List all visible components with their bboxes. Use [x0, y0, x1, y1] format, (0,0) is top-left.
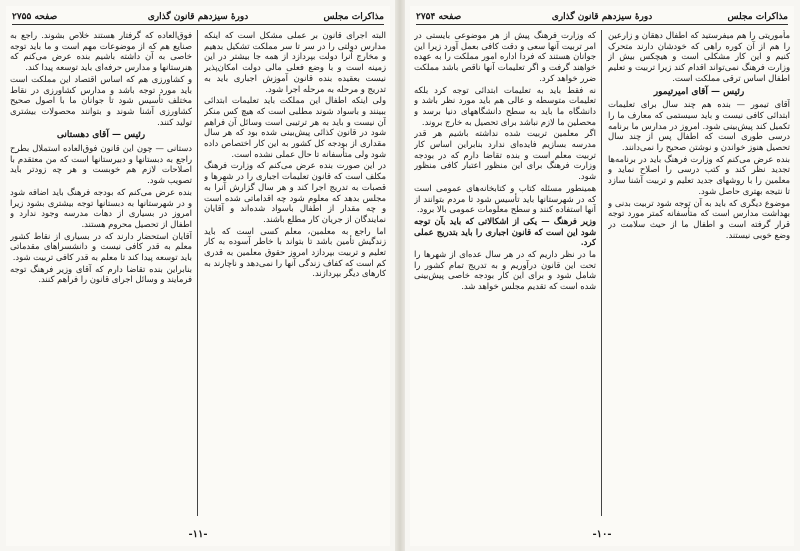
page-header: [12, 10, 384, 25]
binding-gutter: [395, 0, 405, 551]
page-header: [416, 10, 788, 25]
paragraph: اگر معلمین تربیت شده نداشته باشیم هر قدر مدرسه بسازیم فایده‌ای ندارد بنابراین اساس کار تربیت معلم است و بنده تقاضا دارم که در بودجه وزارت فرهنگ برای این منظور اعتبار کافی منظور شود.: [414, 128, 596, 182]
subheading-paragraph: وزیر فرهنگ — یکی از اشکالاتی که باید بآن توجه شود این است که قانون اجباری را باید بتدریج عملی کرد.: [414, 215, 596, 248]
header-session: دورهٔ سیزدهم قانون گذاری: [147, 12, 249, 22]
paragraph: فوق‌العاده که گرفتار هستند خلاص بشوند. راجع به صنایع هم که از موضوعات مهم است و ما باید توجه خاصی به آن داشته باشیم بنده عرض می‌کنم که هنرستانها و مدارس حرفه‌ای باید توسعه پیدا کند.: [10, 30, 192, 73]
column-left: [414, 30, 596, 516]
column-left: [10, 30, 192, 516]
page-right: [410, 6, 794, 546]
paragraph: دستانی — چون این قانون فوق‌العاده استملال بطرح راجع به دبستانها و دبیرستانها است که من معتقدم با اصلاحات لازم هم خوبست و هر چه زودتر باید تصویب شود.: [10, 143, 192, 186]
header-page-label: صفحه ۲۷۵۵: [12, 12, 58, 22]
paragraph: البته اجرای قانون بر عملی مشکل است که اینکه مدارس دولتی را در سر تا سر مملکت تشکیل بدهیم و مخارج آنرا دولت بپردازد از همه جا بیشتر در این زمینه است و با وضع فعلی مالی دولت امکان‌پذیر نیست بعقیده بنده قانون آموزش اجباری باید به تدریج و مرحله به مرحله اجرا شود.: [204, 30, 386, 94]
column-right: [608, 30, 790, 516]
page-left: [6, 6, 390, 546]
speaker-heading: رئیس — آقای امیرتیمور: [653, 86, 745, 97]
header-journal: مذاکرات مجلس: [323, 12, 384, 22]
header-journal: مذاکرات مجلس: [727, 12, 788, 22]
page-number: -۱۰-: [592, 529, 612, 540]
column-divider: [197, 30, 198, 516]
paragraph: آقایان استحضار دارند که در بسیاری از نقاط کشور معلم به قدر کافی نیست و دانشسراهای مقدماتی باید توسعه پیدا کند تا معلم به قدر کافی تربیت شود.: [10, 230, 192, 263]
speaker-heading: رئیس — آقای دهستانی: [56, 130, 146, 141]
paragraph: موضوع دیگری که باید به آن توجه شود تربیت بدنی و بهداشت مدارس است که متأسفانه کمتر مورد توجه قرار گرفته است و اطفال ما از حیث سلامت در وضع خوبی نیستند.: [608, 197, 790, 240]
column-right: [204, 30, 386, 516]
paragraph: بنده عرض می‌کنم که وزارت فرهنگ باید در برنامه‌ها تجدید نظر کند و کتب درسی را اصلاح نماید و معلمین را با روشهای جدید تعلیم و تربیت آشنا سازد تا نتیجه بهتری حاصل شود.: [608, 153, 790, 196]
paragraph: همینطور مسئله کتاب و کتابخانه‌های عمومی است که در شهرستانها باید تأسیس شود تا مردم بتوانند از آنها استفاده کنند و سطح معلومات عمومی بالا برود.: [414, 182, 596, 215]
paragraph: که وزارت فرهنگ پیش از هر موضوعی بایستی در امر تربیت آنها سعی و دقت کافی بعمل آورد زیرا این جوانان هستند که فردا اداره امور مملکت را به عهده خواهند گرفت و اگر تعلیمات آنها ناقص باشد مملکت ضرر خواهد کرد.: [414, 30, 596, 83]
page-number: -۱۱-: [188, 529, 208, 540]
paragraph: اما راجع به معلمین، معلم کسی است که باید زندگیش تأمین باشد تا بتواند با خاطر آسوده به کار تعلیم و تربیت بپردازد امروز حقوق معلمین به قدری کم است که کفاف زندگی آنها را نمی‌دهد و ناچارند به کارهای دیگر بپردازند.: [204, 225, 386, 279]
header-page-label: صفحه ۲۷۵۴: [416, 12, 462, 22]
paragraph: در این صورت بنده عرض می‌کنم که وزارت فرهنگ مکلف است که قانون تعلیمات اجباری را در شهرها و قصبات به تدریج اجرا کند و هر سال گزارش آنرا به مجلس بدهد که معلوم شود چه اقداماتی شده است و چه مقدار از اطفال باسواد شده‌اند و آقایان نمایندگان از جریان کار مطلع باشند.: [204, 160, 386, 224]
paragraph: مأموریتی را هم میفرستید که اطفال دهقان و زارعین را هم از آن کوره راهی که خودشان دارند متحرک کنیم و این کار مشکلی است و هیچکس بیش از وزارت فرهنگ نمی‌تواند اقدام کند زیرا تربیت و تعلیم اطفال اساس ترقی مملکت است.: [608, 30, 790, 83]
paragraph: و کشاورزی هم که اساس اقتصاد این مملکت است باید مورد توجه باشد و مدارس کشاورزی در نقاط مختلف تأسیس شود تا جوانان ما با اصول صحیح کشاورزی آشنا شوند و بتوانند محصولات بیشتری تولید کنند.: [10, 73, 192, 127]
column-divider: [601, 30, 602, 516]
paragraph: بنده عرض می‌کنم که بودجه فرهنگ باید اضافه شود و در شهرستانها به دبستانها توجه بیشتری بشود زیرا امروز در بسیاری از دهات مدرسه وجود ندارد و اطفال از تحصیل محروم هستند.: [10, 186, 192, 229]
paragraph: ولی اینکه اطفال این مملکت باید تعلیمات ابتدائی ببینند و باسواد شوند مطلبی است که هیچ کس منکر آن نیست و باید به هر ترتیبی است وسائل آن فراهم شود در قانون کذائی پیش‌بینی شده بود که هر سال مقداری از بودجه کل کشور به این کار اختصاص داده شود ولی متأسفانه تا حال عملی نشده است.: [204, 95, 386, 159]
paragraph: بنابراین بنده تقاضا دارم که آقای وزیر فرهنگ توجه فرمایند و وسائل اجرای قانون را فراهم کنند.: [10, 263, 192, 285]
paragraph: آقای تیمور — بنده هم چند سال برای تعلیمات ابتدائی کافی نیست و باید سیستمی که معارف ما را تکمیل کند پیش‌بینی شود. امروز در مدارس ما برنامه درسی طوری است که اطفال پس از چند سال تحصیل هنوز خواندن و نوشتن صحیح را نمی‌دانند.: [608, 99, 790, 153]
paragraph: نه فقط باید به تعلیمات ابتدائی توجه کرد بلکه تعلیمات متوسطه و عالی هم باید مورد نظر باشد و دانشگاه ما باید به سطح دانشگاههای دنیا برسد و محصلین ما لازم نباشد برای تحصیل به خارج بروند.: [414, 84, 596, 127]
header-session: دورهٔ سیزدهم قانون گذاری: [551, 12, 653, 22]
paragraph: ما در نظر داریم که در هر سال عده‌ای از شهرها را تحت این قانون درآوریم و به تدریج تمام کشور را شامل شود و برای این کار بودجه خاصی پیش‌بینی شده است که تقدیم مجلس خواهد شد.: [414, 249, 596, 292]
